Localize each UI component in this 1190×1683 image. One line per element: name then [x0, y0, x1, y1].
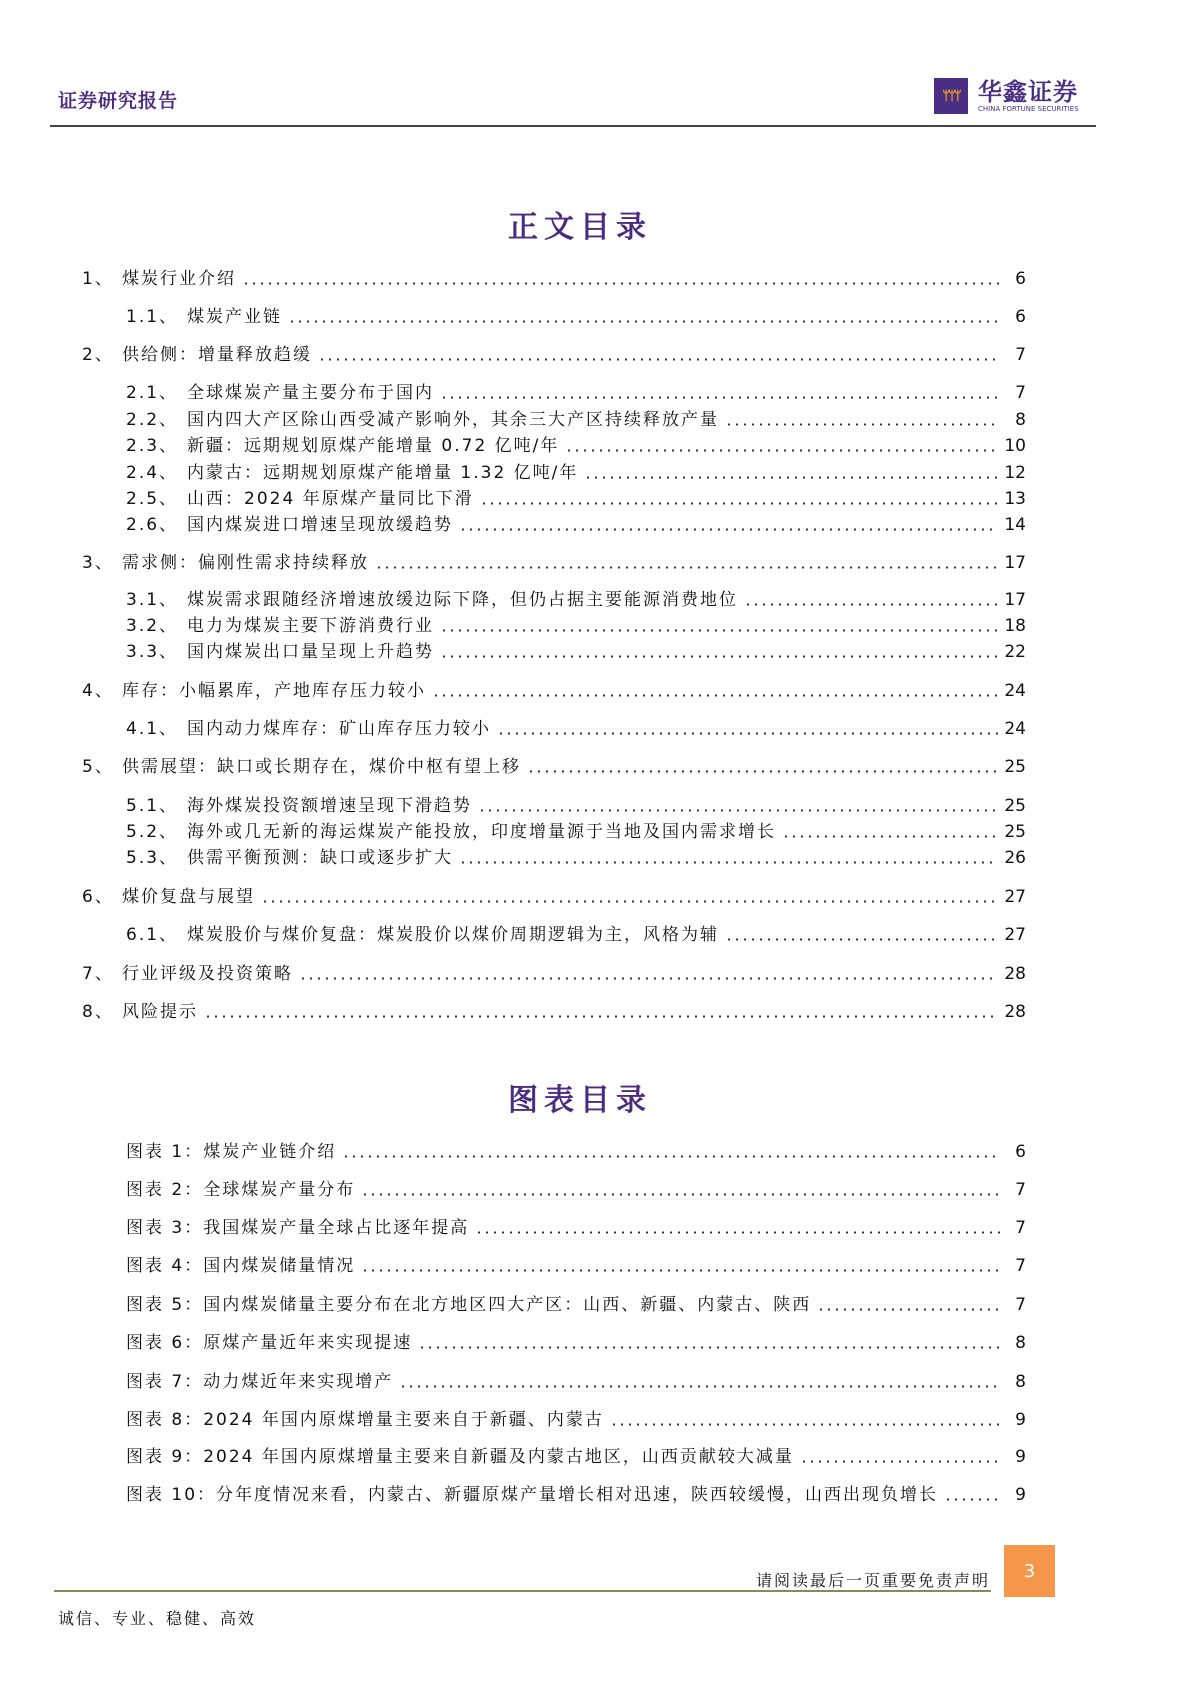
toc-entry[interactable] — [126, 847, 1026, 869]
figure-entry[interactable] — [126, 1484, 1026, 1506]
toc-entry-page: 12 — [1004, 463, 1026, 483]
toc-entry-number: 7、 — [82, 964, 114, 984]
toc-entry-page: 25 — [1004, 796, 1026, 816]
dot-leader — [440, 629, 998, 632]
logo-emblem-icon: ᛘᛘᛘ — [934, 78, 968, 114]
toc-entry[interactable] — [126, 514, 1026, 536]
figure-entry-page: 7 — [1015, 1295, 1026, 1315]
figure-entry-text: 图表 10：分年度情况来看，内蒙古、新疆原煤产量增长相对迅速，陕西较缓慢，山西出现负增长 — [126, 1485, 939, 1505]
figure-entry-text: 图表 8：2024 年国内原煤增量主要来自于新疆、内蒙古 — [126, 1410, 604, 1430]
company-logo — [934, 78, 1079, 114]
toc-entry[interactable] — [126, 488, 1026, 510]
toc-entry-page: 27 — [1004, 887, 1026, 907]
toc-entry-text: 海外煤炭投资额增速呈现下滑趋势 — [187, 796, 472, 816]
dot-leader — [261, 900, 998, 903]
figure-entry-text: 图表 4：国内煤炭储量情况 — [126, 1256, 356, 1276]
figure-entry[interactable] — [126, 1446, 1026, 1468]
dot-leader — [342, 1155, 1000, 1158]
toc-entry-text: 全球煤炭产量主要分布于国内 — [187, 383, 434, 403]
toc-entry-number: 2.2、 — [126, 410, 179, 430]
toc-entry-page: 7 — [1015, 383, 1026, 403]
toc-entry-text: 内蒙古：远期规划原煤产能增量 1.32 亿吨/年 — [187, 463, 579, 483]
toc-entry-number: 6.1、 — [126, 925, 179, 945]
toc-entry-page: 6 — [1015, 307, 1026, 327]
toc-entry[interactable] — [126, 718, 1026, 740]
toc-entry-text: 国内动力煤库存：矿山库存压力较小 — [187, 719, 491, 739]
toc-entry-number: 3.1、 — [126, 590, 179, 610]
toc-entry-page: 22 — [1004, 642, 1026, 662]
figure-entry-page: 7 — [1015, 1180, 1026, 1200]
dot-leader — [565, 449, 998, 452]
toc-entry-text: 风险提示 — [122, 1002, 198, 1022]
toc-title: 正文目录 — [508, 210, 652, 245]
toc-entry-number: 6、 — [82, 887, 114, 907]
toc-entry-page: 26 — [1004, 848, 1026, 868]
dot-leader — [610, 1423, 1000, 1426]
figure-entry-page: 6 — [1015, 1142, 1026, 1162]
figure-entry-page: 8 — [1015, 1333, 1026, 1353]
dot-leader — [418, 1346, 1000, 1349]
toc-entry-text: 煤炭需求跟随经济增速放缓边际下降，但仍占据主要能源消费地位 — [187, 590, 738, 610]
figure-entry[interactable] — [126, 1217, 1026, 1239]
toc-entry-text: 煤炭股价与煤价复盘：煤炭股价以煤价周期逻辑为主，风格为辅 — [187, 925, 719, 945]
figure-entry-text: 图表 5：国内煤炭储量主要分布在北方地区四大产区：山西、新疆、内蒙古、陕西 — [126, 1295, 812, 1315]
toc-entry-number: 5.2、 — [126, 822, 179, 842]
toc-entry-text: 山西：2024 年原煤产量同比下滑 — [187, 489, 474, 509]
dot-leader — [584, 476, 998, 479]
toc-entry-text: 供需展望：缺口或长期存在，煤价中枢有望上移 — [122, 757, 521, 777]
toc-entry-text: 煤炭行业介绍 — [122, 269, 236, 289]
toc-entry-number: 5.1、 — [126, 796, 179, 816]
dot-leader — [440, 396, 1000, 399]
toc-entry-number: 3、 — [82, 553, 114, 573]
toc-entry-text: 行业评级及投资策略 — [122, 964, 293, 984]
logo-name-cn: 华鑫证券 — [978, 77, 1078, 106]
figure-entry-text: 图表 9：2024 年国内原煤增量主要来自新疆及内蒙古地区，山西贡献较大减量 — [126, 1447, 794, 1467]
toc-entry[interactable] — [82, 268, 1026, 290]
toc-entry-number: 4、 — [82, 681, 114, 701]
toc-entry-text: 供需平衡预测：缺口或逐步扩大 — [187, 848, 453, 868]
dot-leader — [361, 1269, 1000, 1272]
dot-leader — [399, 1385, 1000, 1388]
dot-leader — [459, 528, 998, 531]
figure-entry-page: 9 — [1015, 1410, 1026, 1430]
figure-entry-text: 图表 2：全球煤炭产量分布 — [126, 1180, 356, 1200]
figure-entry[interactable] — [126, 1294, 1026, 1316]
figure-entry[interactable] — [126, 1409, 1026, 1431]
toc-entry-number: 2、 — [82, 345, 114, 365]
toc-entry-page: 28 — [1004, 1002, 1026, 1022]
header-divider — [50, 125, 1096, 127]
toc-entry-text: 需求侧：偏刚性需求持续释放 — [122, 553, 369, 573]
dot-leader — [375, 566, 998, 569]
toc-entry[interactable] — [126, 641, 1026, 663]
toc-entry[interactable] — [126, 924, 1026, 946]
toc-entry[interactable] — [126, 462, 1026, 484]
toc-entry[interactable] — [82, 963, 1026, 985]
figure-entry[interactable] — [126, 1332, 1026, 1354]
figure-entry[interactable] — [126, 1255, 1026, 1277]
toc-entry[interactable] — [82, 756, 1026, 778]
toc-entry-text: 国内四大产区除山西受减产影响外，其余三大产区持续释放产量 — [187, 410, 719, 430]
toc-entry[interactable] — [126, 795, 1026, 817]
toc-entry[interactable] — [82, 552, 1026, 574]
footer-divider — [54, 1590, 991, 1592]
dot-leader — [478, 809, 998, 812]
dot-leader — [459, 861, 998, 864]
dot-leader — [288, 320, 1000, 323]
toc-entry-text: 电力为煤炭主要下游消费行业 — [187, 616, 434, 636]
dot-leader — [432, 694, 998, 697]
dot-leader — [361, 1193, 1000, 1196]
toc-entry-page: 10 — [1004, 436, 1026, 456]
dot-leader — [944, 1498, 1000, 1501]
toc-entry-page: 13 — [1004, 489, 1026, 509]
figure-entry-page: 9 — [1015, 1485, 1026, 1505]
figure-entry-page: 7 — [1015, 1218, 1026, 1238]
toc-entry[interactable] — [82, 886, 1026, 908]
toc-entry-text: 供给侧：增量释放趋缓 — [122, 345, 312, 365]
dot-leader — [318, 358, 1000, 361]
dot-leader — [440, 655, 998, 658]
disclaimer-note: 请阅读最后一页重要免责声明 — [755, 1571, 990, 1590]
toc-entry-number: 1.1、 — [126, 307, 179, 327]
dot-leader — [242, 282, 1000, 285]
toc-entry-page: 28 — [1004, 964, 1026, 984]
toc-entry-page: 6 — [1015, 269, 1026, 289]
toc-entry-text: 海外或几无新的海运煤炭产能投放，印度增量源于当地及国内需求增长 — [187, 822, 776, 842]
toc-entry-page: 7 — [1015, 345, 1026, 365]
toc-entry[interactable] — [126, 306, 1026, 328]
toc-entry-number: 3.3、 — [126, 642, 179, 662]
dot-leader — [800, 1460, 1000, 1463]
figure-entry[interactable] — [126, 1179, 1026, 1201]
toc-entry[interactable] — [126, 821, 1026, 843]
figure-entry[interactable] — [126, 1371, 1026, 1393]
figures-title: 图表目录 — [508, 1083, 652, 1118]
dot-leader — [497, 732, 998, 735]
dot-leader — [817, 1308, 1000, 1311]
toc-entry-number: 2.6、 — [126, 515, 179, 535]
figure-entry[interactable] — [126, 1141, 1026, 1163]
toc-entry-number: 2.5、 — [126, 489, 179, 509]
dot-leader — [480, 502, 999, 505]
toc-entry-number: 5.3、 — [126, 848, 179, 868]
toc-entry-page: 14 — [1004, 515, 1026, 535]
toc-entry-page: 18 — [1004, 616, 1026, 636]
toc-entry[interactable] — [82, 680, 1026, 702]
dot-leader — [204, 1015, 998, 1018]
toc-entry[interactable] — [126, 589, 1026, 611]
toc-entry-page: 25 — [1004, 822, 1026, 842]
dot-leader — [725, 938, 998, 941]
toc-entry[interactable] — [126, 435, 1026, 457]
dot-leader — [299, 977, 998, 980]
toc-entry-number: 8、 — [82, 1002, 114, 1022]
figure-entry-page: 8 — [1015, 1372, 1026, 1392]
toc-entry-page: 17 — [1004, 553, 1026, 573]
dot-leader — [527, 770, 998, 773]
header-report-type: 证券研究报告 — [58, 90, 179, 112]
figure-entry-text: 图表 7：动力煤近年来实现增产 — [126, 1372, 394, 1392]
toc-entry-text: 煤炭产业链 — [187, 307, 282, 327]
dot-leader — [782, 835, 998, 838]
toc-entry-text: 煤价复盘与展望 — [122, 887, 255, 907]
toc-entry-text: 库存：小幅累库，产地库存压力较小 — [122, 681, 426, 701]
toc-entry[interactable] — [82, 1001, 1026, 1023]
figure-entry-text: 图表 3：我国煤炭产量全球占比逐年提高 — [126, 1218, 470, 1238]
toc-entry-number: 5、 — [82, 757, 114, 777]
toc-entry-page: 27 — [1004, 925, 1026, 945]
toc-entry-page: 24 — [1004, 719, 1026, 739]
dot-leader — [475, 1231, 1000, 1234]
figure-entry-text: 图表 1：煤炭产业链介绍 — [126, 1142, 337, 1162]
toc-entry-number: 3.2、 — [126, 616, 179, 636]
toc-entry[interactable] — [126, 615, 1026, 637]
toc-entry-number: 2.3、 — [126, 436, 179, 456]
toc-entry-page: 24 — [1004, 681, 1026, 701]
figure-entry-page: 9 — [1015, 1447, 1026, 1467]
toc-entry[interactable] — [82, 344, 1026, 366]
figure-entry-page: 7 — [1015, 1256, 1026, 1276]
toc-entry[interactable] — [126, 409, 1026, 431]
dot-leader — [725, 423, 1000, 426]
toc-entry-number: 2.1、 — [126, 383, 179, 403]
toc-entry-number: 2.4、 — [126, 463, 179, 483]
dot-leader — [744, 603, 998, 606]
company-motto: 诚信、专业、稳健、高效 — [58, 1609, 257, 1628]
toc-entry-text: 国内煤炭出口量呈现上升趋势 — [187, 642, 434, 662]
figure-entry-text: 图表 6：原煤产量近年来实现提速 — [126, 1333, 413, 1353]
toc-entry-page: 25 — [1004, 757, 1026, 777]
toc-entry-page: 8 — [1015, 410, 1026, 430]
page-number: 3 — [1004, 1545, 1055, 1597]
toc-entry-number: 1、 — [82, 269, 114, 289]
logo-name-en: CHINA FORTUNE SECURITIES — [978, 104, 1079, 113]
toc-entry-text: 新疆：远期规划原煤产能增量 0.72 亿吨/年 — [187, 436, 560, 456]
toc-entry-number: 4.1、 — [126, 719, 179, 739]
toc-entry-page: 17 — [1004, 590, 1026, 610]
toc-entry-text: 国内煤炭进口增速呈现放缓趋势 — [187, 515, 453, 535]
toc-entry[interactable] — [126, 382, 1026, 404]
